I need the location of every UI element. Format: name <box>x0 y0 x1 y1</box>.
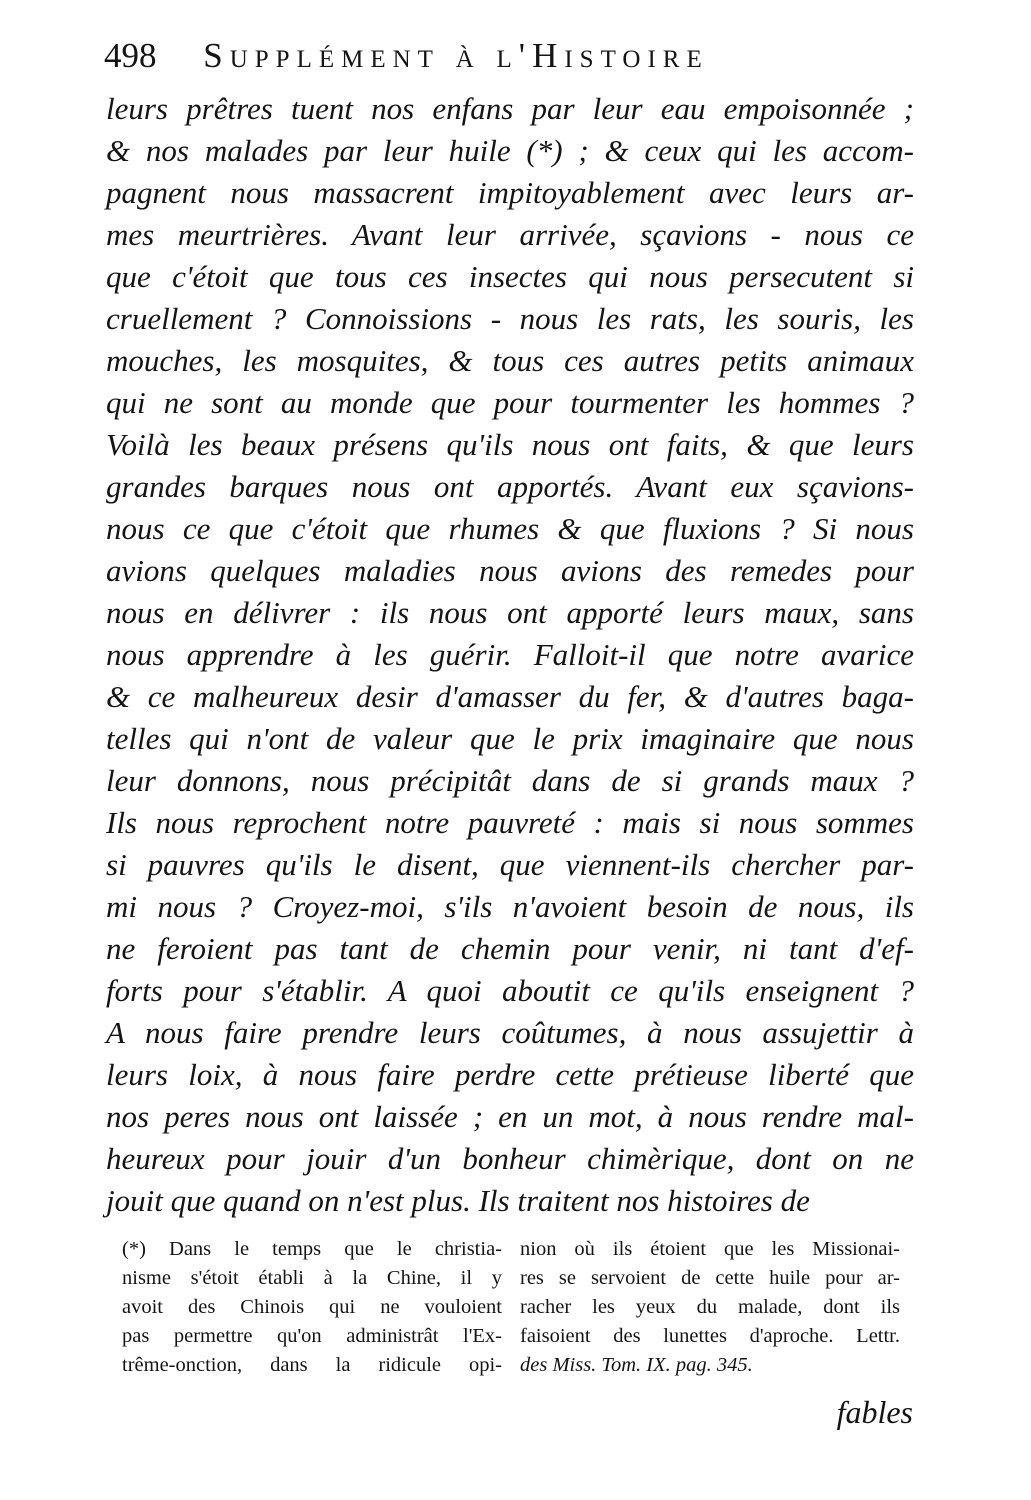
body-line: leurs loix, à nous faire perdre cette prétieuse liberté que <box>106 1057 914 1092</box>
footnote-line: avoit des Chinois qui ne vouloient <box>122 1296 502 1318</box>
body-line: telles qui n'ont de valeur que le prix imaginaire que nous <box>106 721 914 756</box>
body-line: qui ne sont au monde que pour tourmenter les hommes ? <box>106 385 914 420</box>
footnote-left-column <box>122 1235 502 1380</box>
body-line: leurs prêtres tuent nos enfans par leur eau empoisonnée ; <box>106 91 914 126</box>
body-line: ne feroient pas tant de chemin pour venir, ni tant d'ef- <box>106 931 914 966</box>
body-line: que c'étoit que tous ces insectes qui nous persecutent si <box>106 259 914 294</box>
body-line: heureux pour jouir d'un bonheur chimèrique, dont on ne <box>106 1141 914 1176</box>
footnote-line: racher les yeux du malade, dont ils <box>520 1296 900 1318</box>
body-line: nous en délivrer : ils nous ont apporté leurs maux, sans <box>106 595 914 630</box>
body-line: nos peres nous ont laissée ; en un mot, à nous rendre mal- <box>106 1099 914 1134</box>
running-title: Supplément à l'Histoire <box>203 36 709 75</box>
footnote-right-column <box>520 1235 900 1380</box>
body-line: mes meurtrières. Avant leur arrivée, sçavions - nous ce <box>106 217 914 252</box>
page-number: 498 <box>104 36 157 75</box>
catchword: fables <box>836 1394 913 1430</box>
body-line: forts pour s'établir. A quoi aboutit ce qu'ils enseignent ? <box>106 973 914 1008</box>
body-line: nous apprendre à les guérir. Falloit-il que notre avarice <box>106 637 914 672</box>
body-line: nous ce que c'étoit que rhumes & que fluxions ? Si nous <box>106 511 914 546</box>
body-line: si pauvres qu'ils le disent, que viennent-ils chercher par- <box>106 847 914 882</box>
body-line: mouches, les mosquites, & tous ces autres petits animaux <box>106 343 914 378</box>
body-line: grandes barques nous ont apportés. Avant eux sçavions- <box>106 469 914 504</box>
body-line: cruellement ? Connoissions - nous les rats, les souris, les <box>106 301 914 336</box>
footnote-line: res se servoient de cette huile pour ar- <box>520 1267 900 1289</box>
body-line: Ils nous reprochent notre pauvreté : mais si nous sommes <box>106 805 914 840</box>
body-line: & ce malheureux desir d'amasser du fer, & d'autres baga- <box>106 679 914 714</box>
footnote-line: nion où ils étoient que les Missionai- <box>520 1238 900 1260</box>
footnote-line: trême-onction, dans la ridicule opi- <box>122 1354 502 1376</box>
footnote-citation: des Miss. Tom. IX. pag. 345. <box>520 1354 753 1376</box>
body-line: mi nous ? Croyez-moi, s'ils n'avoient besoin de nous, ils <box>106 889 914 924</box>
body-line: Voilà les beaux présens qu'ils nous ont faits, & que leurs <box>106 427 914 462</box>
footnote-line: pas permettre qu'on administrât l'Ex- <box>122 1325 502 1347</box>
footnote-line: nisme s'étoit établi à la Chine, il y <box>122 1267 502 1289</box>
body-line: & nos malades par leur huile (*) ; & ceux qui les accom- <box>106 133 914 168</box>
page-header <box>104 30 924 82</box>
body-line: avions quelques maladies nous avions des remedes pour <box>106 553 914 588</box>
footnote-line: faisoient des lunettes d'aproche. Lettr. <box>520 1325 900 1347</box>
body-line: jouit que quand on n'est plus. Ils traitent nos histoires de <box>106 1183 810 1218</box>
footnote-line: (*) Dans le temps que le christia- <box>122 1238 502 1260</box>
body-line: leur donnons, nous précipitât dans de si grands maux ? <box>106 763 914 798</box>
body-line: A nous faire prendre leurs coûtumes, à nous assujettir à <box>106 1015 914 1050</box>
body-line: pagnent nous massacrent impitoyablement avec leurs ar- <box>106 175 914 210</box>
